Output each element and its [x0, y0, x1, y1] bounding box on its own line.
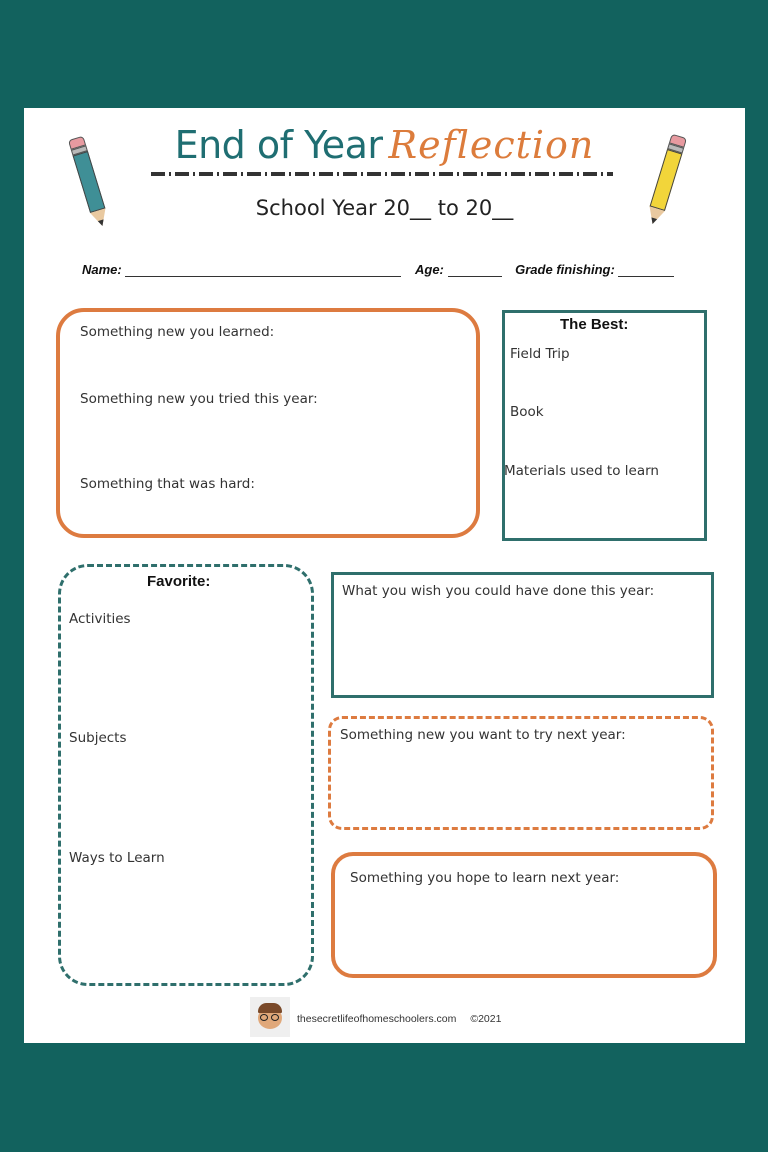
favorite-box[interactable] — [58, 564, 314, 986]
favorite-ways-to-learn: Ways to Learn — [69, 850, 165, 866]
title-part-2: Reflection — [388, 123, 595, 167]
best-field-trip: Field Trip — [510, 346, 570, 362]
student-info-row — [82, 262, 702, 277]
footer-copyright: ©2021 — [470, 1013, 502, 1025]
grade-label: Grade finishing: — [515, 262, 615, 277]
prompt-learned: Something new you learned: — [80, 324, 275, 340]
best-materials: Materials used to learn — [504, 463, 659, 479]
favorite-activities: Activities — [69, 611, 131, 627]
title-part-1: End of Year — [174, 123, 383, 167]
the-best-heading: The Best: — [560, 316, 629, 333]
prompt-wish: What you wish you could have done this year: — [342, 583, 655, 599]
prompt-try-next-year: Something new you want to try next year: — [340, 727, 626, 743]
footer-text — [297, 1013, 501, 1025]
prompt-hope-to-learn: Something you hope to learn next year: — [350, 870, 620, 886]
page-title — [24, 122, 745, 168]
age-field[interactable] — [448, 264, 502, 277]
footer-site: thesecretlifeofhomeschoolers.com — [297, 1013, 457, 1025]
the-best-box[interactable] — [502, 310, 707, 541]
homeschooler-avatar-icon — [250, 997, 290, 1037]
best-book: Book — [510, 404, 544, 420]
favorite-subjects: Subjects — [69, 730, 127, 746]
age-label: Age: — [415, 262, 444, 277]
name-field[interactable] — [125, 264, 401, 277]
title-underline — [151, 172, 613, 176]
name-label: Name: — [82, 262, 122, 277]
worksheet-page — [24, 108, 745, 1043]
grade-field[interactable] — [618, 264, 674, 277]
school-year-subtitle: School Year 20__ to 20__ — [255, 196, 514, 220]
reflection-box[interactable] — [56, 308, 480, 538]
prompt-hard: Something that was hard: — [80, 476, 255, 492]
favorite-heading: Favorite: — [147, 573, 211, 590]
prompt-tried: Something new you tried this year: — [80, 391, 318, 407]
